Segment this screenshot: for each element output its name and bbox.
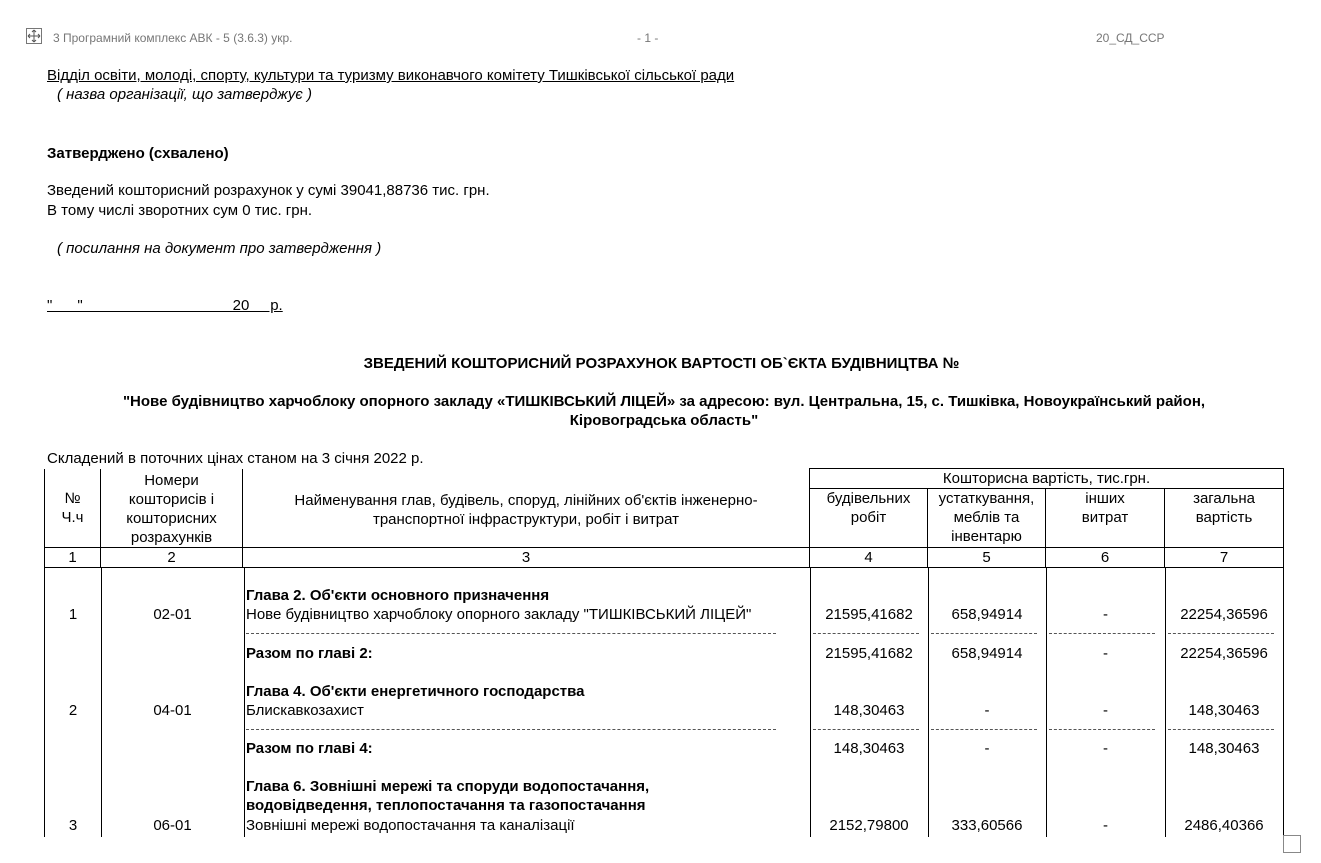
row-number: 2 [68,702,78,719]
total-construction: 21595,41682 [825,645,913,662]
total-equipment: 658,94914 [951,645,1023,662]
value-construction: 2152,79800 [829,817,909,834]
total-construction: 148,30463 [833,740,905,757]
total-equipment: - [984,740,990,757]
column-number-5: 5 [928,547,1046,567]
estimate-code: 04-01 [153,702,192,719]
estimate-code: 02-01 [153,606,192,623]
value-total: 22254,36596 [1180,606,1268,623]
approval-title: Затверджено (схвалено) [47,145,229,162]
document-subtitle-line2: Кіровоградська область" [569,412,759,429]
chapter-heading-line1: Глава 6. Зовнішні мережі та споруди водопостачання, [246,778,650,795]
value-total: 2486,40366 [1184,817,1264,834]
estimate-table-header [44,468,1284,568]
chapter-total-label: Разом по главі 2: [246,645,373,662]
estimate-table-body [44,567,1284,837]
table-move-handle-icon[interactable] [26,28,42,44]
value-total: 148,30463 [1188,702,1260,719]
header-col-total: загальна вартість [1165,489,1284,547]
header-col-codes: Номери кошторисів і кошторисних розрахунків [101,469,243,548]
total-overall: 22254,36596 [1180,645,1268,662]
chapter-heading: Глава 4. Об'єкти енергетичного господарства [246,683,585,700]
item-name: Нове будівництво харчоблоку опорного закладу "ТИШКІВСЬКИЙ ЛІЦЕЙ" [246,606,752,623]
document-subtitle-line1: "Нове будівництво харчоблоку опорного закладу «ТИШКІВСЬКИЙ ЛІЦЕЙ» за адресою: вул. Центральна, 15, с. Тишківка, Новоукраїнський район, [122,393,1206,410]
chapter-heading-line2: водовідведення, теплопостачання та газопостачання [246,797,646,814]
approval-date-line: " " 20 р. [47,297,283,314]
chapter-heading: Глава 2. Об'єкти основного призначення [246,587,550,604]
value-other: - [1103,702,1108,719]
total-other: - [1103,645,1108,662]
organization-hint: ( назва організації, що затверджує ) [57,86,312,103]
item-name: Зовнішні мережі водопостачання та каналізації [246,817,575,834]
document-title: ЗВЕДЕНИЙ КОШТОРИСНИЙ РОЗРАХУНОК ВАРТОСТІ ОБ`ЄКТА БУДІВНИЦТВА № [363,355,960,372]
value-construction: 148,30463 [833,702,905,719]
column-number-1: 1 [45,547,101,567]
value-equipment: 333,60566 [951,817,1023,834]
value-equipment: 658,94914 [951,606,1023,623]
item-name: Блискавкозахист [246,702,364,719]
header-col-construction: будівельних робіт [810,489,928,547]
total-other: - [1103,740,1108,757]
value-other: - [1103,817,1108,834]
prices-note: Складений в поточних цінах станом на 3 січня 2022 р. [47,450,424,467]
column-number-2: 2 [101,547,243,567]
value-other: - [1103,606,1108,623]
header-cost-group: Кошторисна вартість, тис.грн. [810,469,1284,489]
header-col-name: Найменування глав, будівель, споруд, лінійних об'єктів інженерно-транспортної інфраструктури, робіт і витрат [243,469,810,548]
estimate-code: 06-01 [153,817,192,834]
column-number-4: 4 [810,547,928,567]
organization-name: Відділ освіти, молоді, спорту, культури та туризму виконавчого комітету Тишківської сільської ради [47,67,735,84]
column-number-6: 6 [1046,547,1165,567]
table-resize-handle[interactable] [1283,835,1301,853]
total-overall: 148,30463 [1188,740,1260,757]
header-col-other: інших витрат [1046,489,1165,547]
approval-sum: Зведений кошторисний розрахунок у сумі 39041,88736 тис. грн. [47,182,490,199]
value-construction: 21595,41682 [825,606,913,623]
header-right: 20_СД_ССР [1096,31,1165,45]
page-number: - 1 - [637,31,659,45]
header-col-number: № Ч.ч [45,469,101,548]
column-number-3: 3 [243,547,810,567]
approval-return-sum: В тому числі зворотних сум 0 тис. грн. [47,202,313,219]
value-equipment: - [984,702,990,719]
approval-reference-hint: ( посилання на документ про затвердження ) [57,240,382,257]
chapter-total-label: Разом по главі 4: [246,740,373,757]
row-number: 3 [68,817,78,834]
row-number: 1 [68,606,78,623]
header-col-equipment: устаткування, меблів та інвентарю [928,489,1046,547]
header-left: 3 Програмний комплекс АВК - 5 (3.6.3) укр. [53,31,293,45]
column-number-7: 7 [1165,547,1284,567]
